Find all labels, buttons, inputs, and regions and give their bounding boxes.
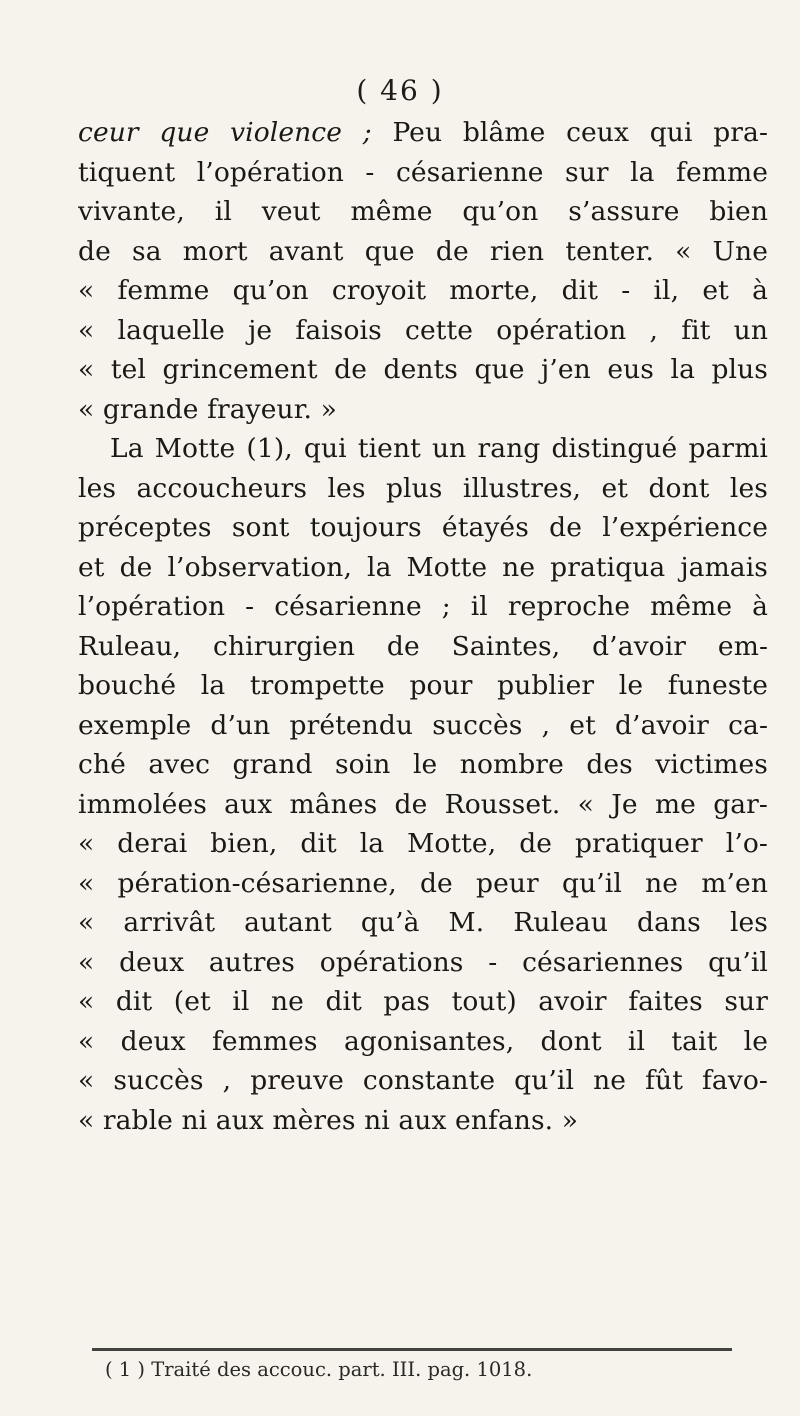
text-line: l’opération - césarienne ; il reproche même à xyxy=(78,591,768,622)
paragraph-start-line: La Motte (1), qui tient un rang distingué parmi xyxy=(110,433,768,464)
page-number: ( 46 ) xyxy=(356,74,444,107)
text-line: vivante, il veut même qu’on s’assure bien xyxy=(78,196,768,227)
text-line: « dit (et il ne dit pas tout) avoir faites sur xyxy=(78,986,768,1017)
footnote: ( 1 ) Traité des accouc. part. III. pag. 1018. xyxy=(105,1358,533,1381)
text-line: et de l’observation, la Motte ne pratiqua jamais xyxy=(78,551,768,583)
text-line: « grande frayeur. » xyxy=(78,393,337,425)
text-line: préceptes sont toujours étayés de l’expérience xyxy=(78,512,768,543)
text-line: les accoucheurs les plus illustres, et dont les xyxy=(78,472,768,504)
text-line: tiquent l’opération - césarienne sur la femme xyxy=(78,156,768,188)
text-line: « succès , preuve constante qu’il ne fût favo- xyxy=(78,1065,768,1096)
text-line: immolées aux mânes de Rousset. « Je me gar- xyxy=(78,788,768,820)
text-line: « arrivât autant qu’à M. Ruleau dans les xyxy=(78,907,768,938)
text-line: bouché la trompette pour publier le funeste xyxy=(78,670,768,701)
text-line: « derai bien, dit la Motte, de pratiquer l’o- xyxy=(78,828,768,859)
text-line: de sa mort avant que de rien tenter. « Une xyxy=(78,235,768,267)
text-line: « deux autres opérations - césariennes qu’il xyxy=(78,946,768,978)
line-fragment: Peu blâme ceux qui pra- xyxy=(371,117,768,148)
text-line: « femme qu’on croyoit morte, dit - il, et à xyxy=(78,275,768,306)
body-text xyxy=(78,113,768,1140)
footnote-divider xyxy=(92,1348,732,1351)
text-line: « tel grincement de dents que j’en eus la plus xyxy=(78,354,768,385)
text-line: « rable ni aux mères ni aux enfans. » xyxy=(78,1104,579,1136)
text-line: Ruleau, chirurgien de Saintes, d’avoir em- xyxy=(78,630,768,662)
text-line: « pération-césarienne, de peur qu’il ne m’en xyxy=(78,867,768,899)
italic-fragment: ceur que violence ; xyxy=(78,117,372,148)
text-line xyxy=(78,113,768,153)
text-line: ché avec grand soin le nombre des victimes xyxy=(78,749,768,780)
text-line: exemple d’un prétendu succès , et d’avoir ca- xyxy=(78,709,768,741)
text-line: « laquelle je faisois cette opération , fit un xyxy=(78,314,768,346)
text-line: « deux femmes agonisantes, dont il tait le xyxy=(78,1025,768,1057)
